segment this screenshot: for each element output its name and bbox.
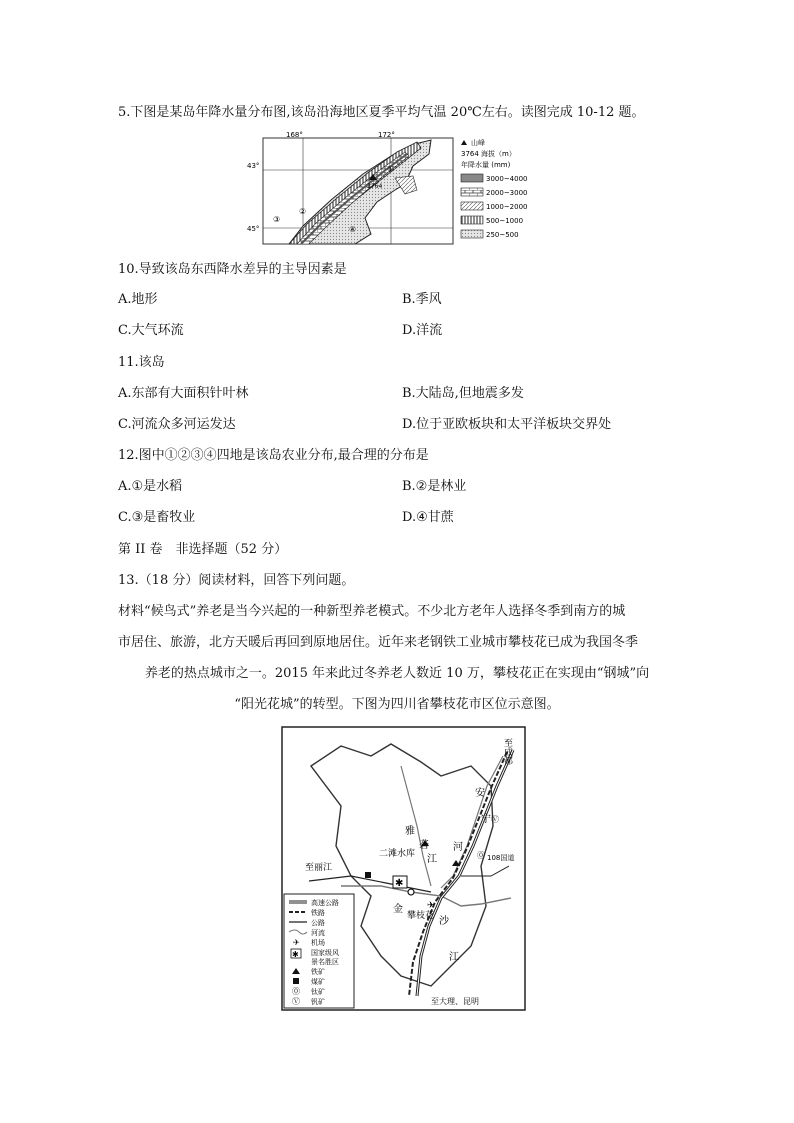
legend-range-4: 500~1000 bbox=[486, 217, 524, 225]
panzhihua-location-map bbox=[281, 726, 526, 1011]
city-marker bbox=[408, 889, 414, 895]
q12-option-b[interactable]: B.②是林业 bbox=[402, 479, 467, 494]
label-long: 砻 bbox=[419, 840, 429, 851]
legend-airport: 机场 bbox=[311, 939, 325, 947]
legend-scenic-1: 国家级风 bbox=[311, 949, 339, 957]
label-road108: 108国道 bbox=[487, 854, 515, 862]
q13-material-line4: “阳光花城”的转型。下图为四川省攀枝花市区位示意图。 bbox=[234, 697, 560, 712]
marker-3: ③ bbox=[273, 215, 281, 224]
label-jiang1: 江 bbox=[427, 854, 437, 865]
marker-4: ④ bbox=[349, 225, 357, 234]
q10-option-a[interactable]: A.地形 bbox=[118, 292, 158, 307]
legend-titanium: 钛矿 bbox=[311, 988, 325, 996]
q13-material-line3: 养老的热点城市之一。2015 年来此过冬养老人数近 10 万，攀枝花正在实现由“钢城”向 bbox=[144, 666, 650, 681]
label-sha: 沙 bbox=[439, 916, 449, 927]
label-jin: 金 bbox=[393, 904, 403, 915]
legend-peak: 山峰 bbox=[471, 139, 485, 147]
legend-title: 年降水量 (mm) bbox=[461, 161, 511, 169]
label-to-chengdu: 至成都 bbox=[502, 738, 512, 765]
q11-option-c[interactable]: C.河流众多河运发达 bbox=[118, 417, 236, 432]
q12-option-a[interactable]: A.①是水稻 bbox=[118, 479, 183, 494]
scenic-star-icon: ✱ bbox=[395, 878, 404, 889]
map2-legend bbox=[284, 894, 354, 1008]
q11-option-b[interactable]: B.大陆岛,但地震多发 bbox=[402, 386, 524, 401]
q10-stem: 10.导致该岛东西降水差异的主导因素是 bbox=[118, 262, 347, 277]
legend-vanadium: 钒矿 bbox=[311, 998, 325, 1006]
label-reservoir: 二滩水库 bbox=[379, 849, 416, 859]
legend-range-5: 250~500 bbox=[486, 231, 519, 239]
q11-stem: 11.该岛 bbox=[118, 355, 165, 370]
legend-scenic-2: 景名胜区 bbox=[311, 958, 339, 966]
label-jiang2: 江 bbox=[449, 952, 459, 963]
legend-vanadium-icon: Ⓥ bbox=[292, 997, 300, 1006]
vanadium-mine-icon: Ⓥ bbox=[491, 815, 499, 824]
q10-option-d[interactable]: D.洋流 bbox=[402, 323, 443, 338]
legend-coal-icon bbox=[293, 978, 299, 984]
label-to-dali: 至大理、昆明 bbox=[431, 997, 479, 1006]
legend-airport-icon: ✈ bbox=[293, 938, 300, 947]
lon-label-172: 172° bbox=[378, 131, 395, 139]
legend-range-2: 2000~3000 bbox=[486, 189, 528, 197]
q13-stem: 13.（18 分）阅读材料，回答下列问题。 bbox=[118, 573, 355, 588]
lon-label-168: 168° bbox=[286, 131, 303, 139]
q5-intro: 5.下图是某岛年降水量分布图,该岛沿海地区夏季平均气温 20℃左右。读图完成 10-12 题。 bbox=[118, 105, 645, 120]
titanium-mine-icon: ⓪ bbox=[477, 851, 485, 860]
legend-elev: 3764 海拔（m） bbox=[461, 150, 516, 158]
legend-range-1: 3000~4000 bbox=[486, 175, 528, 183]
part2-heading: 第 II 卷 非选择题（52 分） bbox=[118, 542, 288, 557]
legend-railway: 铁路 bbox=[311, 909, 325, 917]
q10-option-b[interactable]: B.季风 bbox=[402, 292, 442, 307]
q11-option-a[interactable]: A.东部有大面积针叶林 bbox=[118, 386, 249, 401]
legend-road: 公路 bbox=[311, 919, 325, 927]
q11-option-d[interactable]: D.位于亚欧板块和太平洋板块交界处 bbox=[402, 417, 612, 432]
q12-option-d[interactable]: D.④甘蔗 bbox=[402, 510, 454, 525]
legend-expressway: 高速公路 bbox=[311, 899, 339, 907]
airport-icon: ✈ bbox=[427, 901, 435, 911]
legend-river: 河流 bbox=[311, 929, 325, 937]
marker-2: ② bbox=[299, 207, 307, 216]
marker-1: ① bbox=[387, 165, 395, 174]
q12-option-c[interactable]: C.③是畜牧业 bbox=[118, 510, 196, 525]
legend-titanium-icon: ⓪ bbox=[292, 987, 300, 996]
coal-mine-marker bbox=[365, 872, 371, 878]
q13-material-line1: 材料“候鸟式”养老是当今兴起的一种新型养老模式。不少北方老年人选择冬季到南方的城 bbox=[118, 604, 626, 619]
map1-legend bbox=[461, 138, 528, 239]
legend-coal: 煤矿 bbox=[311, 978, 325, 986]
q12-stem: 12.图中①②③④四地是该岛农业分布,最合理的分布是 bbox=[118, 448, 429, 463]
lat-label-43: 43° bbox=[247, 162, 260, 170]
legend-iron: 铁矿 bbox=[311, 968, 325, 976]
label-to-lijiang: 至丽江 bbox=[305, 863, 333, 873]
q13-material-line2: 市居住、旅游，北方天暖后再回到原地居住。近年来老钢铁工业城市攀枝花已成为我国冬季 bbox=[118, 635, 639, 650]
label-ya: 雅 bbox=[405, 826, 415, 837]
precipitation-map bbox=[245, 130, 531, 246]
peak-elevation: 3764 bbox=[367, 183, 383, 190]
legend-range-3: 1000~2000 bbox=[486, 203, 528, 211]
label-he: 河 bbox=[453, 842, 463, 853]
legend-scenic-icon: ✱ bbox=[292, 950, 299, 959]
q10-option-c[interactable]: C.大气环流 bbox=[118, 323, 184, 338]
label-an: 安 bbox=[475, 788, 485, 799]
label-panzhihua: 攀枝花 bbox=[407, 911, 435, 921]
label-ning: 宁 bbox=[481, 814, 491, 825]
lat-label-45: 45° bbox=[247, 225, 260, 233]
